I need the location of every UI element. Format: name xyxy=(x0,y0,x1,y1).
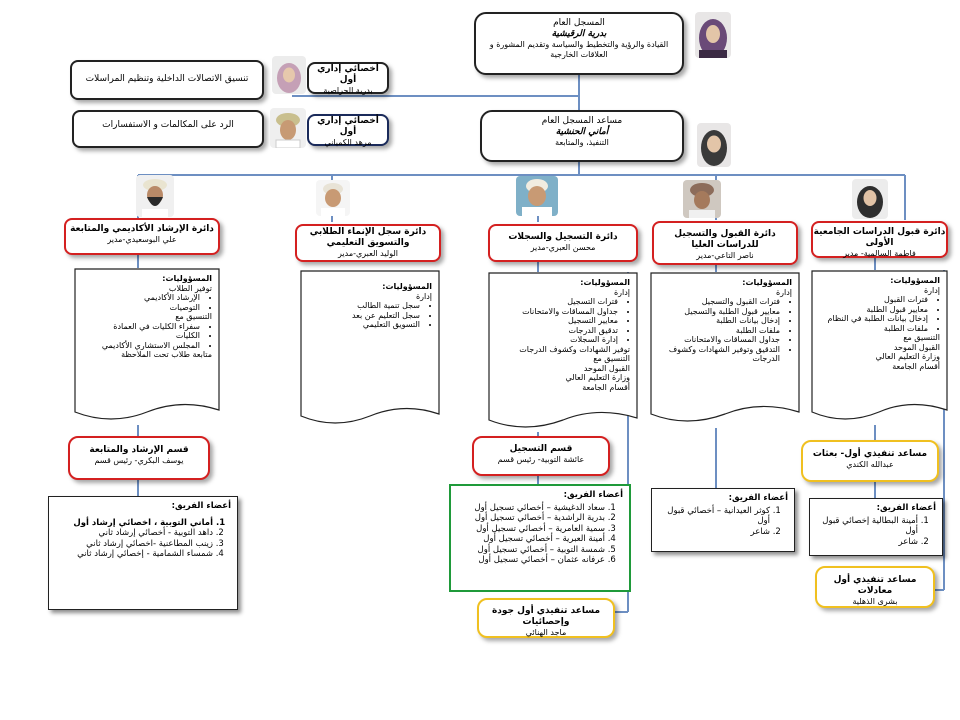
equivalency-assistant-name: بشرى الذهلية xyxy=(852,597,898,606)
dept5-resp-sub: توفير الطلاب xyxy=(168,283,212,293)
assistant-registrar-photo xyxy=(697,123,731,167)
list-item: • فترات التسجيل xyxy=(494,297,618,307)
dept5-manager-photo xyxy=(136,175,174,217)
list-item: • المجلس الاستشاري الأكاديمي xyxy=(80,341,200,351)
staff2-title: أخصائي إداري أول xyxy=(317,116,379,137)
dept5-manager: علي البوسعيدي-مدير xyxy=(107,235,177,244)
scholarship-assistant-box xyxy=(801,440,939,482)
list-item: وزارة التعليم العالي xyxy=(565,373,630,382)
staff2-name: مرهد الكمياني xyxy=(324,138,372,147)
list-item: 1. سعاد الدغيشية – أخصائي تسجيل أول xyxy=(457,503,605,514)
list-item: • التسويق التعليمي xyxy=(306,320,420,330)
dept2-box xyxy=(652,221,798,265)
dept1-resp-sub: إدارة xyxy=(923,285,940,295)
dept2-manager: ناصر التاعي-مدير xyxy=(696,251,754,260)
list-item: • الإرشاد الأكاديمي xyxy=(80,293,200,303)
dept4-box xyxy=(295,224,441,262)
dept5-resp-head: المسؤوليات: xyxy=(162,274,212,283)
dept1-title: دائرة قبول الدراسات الجامعية الأولى xyxy=(813,227,946,248)
staff2-photo xyxy=(270,108,306,148)
staff2-desc-box xyxy=(72,110,264,148)
list-item: 3. سمية العامرية – أخصائي تسجيل أول xyxy=(457,524,605,535)
female-portrait-icon xyxy=(697,123,731,167)
list-item: 2. بدرية الراشدية – أخصائي تسجيل أول xyxy=(457,513,605,524)
dept4-resp-sub: إدارة xyxy=(415,291,432,301)
staff1-photo xyxy=(272,56,306,94)
dept3-manager: محسن العبري-مدير xyxy=(530,243,596,252)
dept3-manager-photo xyxy=(516,176,558,216)
male-turban-icon xyxy=(683,180,721,218)
grad-admission-team xyxy=(651,488,795,552)
staff1-box xyxy=(307,62,389,94)
staff1-desc-box xyxy=(70,60,264,100)
scholarship-assistant-name: عبدالله الكندي xyxy=(846,460,894,469)
dept2-responsibilities xyxy=(650,272,800,428)
dept1-box xyxy=(811,221,948,258)
male-kuma-icon xyxy=(516,176,558,216)
guidance-team xyxy=(48,496,238,610)
list-item: 4. شمساء الشمامية - إخصائي إرشاد ثاني xyxy=(55,549,213,560)
list-item: القبول الموحد xyxy=(893,342,940,352)
list-item: 5. شمسة التوبية – أخصائي تسجيل أول xyxy=(457,545,605,556)
list-item: أقسام الجامعة xyxy=(892,361,940,371)
registration-unit-title: قسم التسجيل xyxy=(509,444,573,454)
male-turban-icon xyxy=(270,108,306,148)
list-item: • التدقيق وتوفير الشهادات وكشوف الدرجات xyxy=(656,345,780,364)
staff1-title: أخصائي إداري أول xyxy=(317,64,379,85)
dept1-manager-photo xyxy=(852,179,888,219)
registration-team xyxy=(449,484,631,592)
general-registrar-title: المسجل العام xyxy=(553,18,605,28)
registration-team-head: أعضاء الفريق: xyxy=(563,490,623,500)
dept5-responsibilities xyxy=(74,268,220,426)
list-item: • ملفات الطلبة xyxy=(656,326,780,336)
list-item: 1. كوثر العيدانية – أخصائي قبول أول xyxy=(658,506,770,527)
list-item: • معايير التسجيل xyxy=(494,316,618,326)
equivalency-assistant-box xyxy=(815,566,935,608)
list-item: 2. شاعر xyxy=(658,527,770,538)
quality-assistant-box xyxy=(477,598,615,638)
list-item: • فترات القبول والتسجيل xyxy=(656,297,780,307)
female-portrait-icon xyxy=(272,56,306,94)
dept5-coord-head: التنسيق مع xyxy=(175,312,212,321)
list-item: 2. داهد التوبية - أخصائي إرشاد ثاني xyxy=(55,528,213,539)
registration-unit-head: عائشة التوبية- رئيس قسم xyxy=(497,455,585,464)
guidance-unit-title: قسم الإرشاد والمتابعة xyxy=(89,445,189,455)
ug-team-head: أعضاء الفريق: xyxy=(876,503,936,513)
grad-team-head: أعضاء الفريق: xyxy=(728,493,788,503)
staff1-desc: تنسيق الاتصالات الداخلية وتنظيم المراسلات xyxy=(85,74,249,84)
male-kuma-icon xyxy=(316,180,350,216)
dept2-manager-photo xyxy=(683,180,721,218)
ug-admission-team xyxy=(809,498,943,556)
registration-unit-box xyxy=(472,436,610,476)
dept4-manager: الوليد العبري-مدير xyxy=(337,249,398,258)
dept4-responsibilities xyxy=(300,270,440,430)
dept1-manager: فاطمة السالمية- مدير xyxy=(843,249,916,258)
equivalency-assistant-title: مساعد تنفيذي أول معادلات xyxy=(833,575,917,596)
dept3-extra: توفير الشهادات وكشوف الدرجات xyxy=(519,344,630,354)
dept5-extra: متابعة طلاب تحت الملاحظة xyxy=(121,350,212,359)
list-item: • معايير قبول الطلبة والتسجيل xyxy=(656,307,780,317)
list-item: 3. زينب المطاعنية -اخصائي إرشاد ثاني xyxy=(55,539,213,550)
list-item: القبول الموحد xyxy=(583,363,630,373)
assistant-registrar-name: أماني الحنشية xyxy=(555,127,609,137)
list-item: وزارة التعليم العالي xyxy=(875,352,940,361)
list-item: • معايير قبول الطلبة xyxy=(817,305,928,315)
dept1-coord-head: التنسيق مع xyxy=(903,333,940,342)
dept4-resp-head: المسؤوليات: xyxy=(382,282,432,291)
list-item: • إدخال بيانات الطلبة xyxy=(656,316,780,326)
scholarship-assistant-title: مساعد تنفيذي أول- بعثات xyxy=(812,449,928,459)
dept3-coord-head: التنسيق مع xyxy=(593,354,630,363)
list-item: 1. أمينة البطالية إخصائي قبول أول xyxy=(816,516,918,537)
list-item: • فترات القبول xyxy=(817,295,928,305)
dept5-box xyxy=(64,218,220,255)
general-registrar-desc: القيادة والرؤية والتخطيط والسياسة وتقديم المشورة و العلاقات الخارجية xyxy=(489,40,669,59)
list-item: • سجل تنمية الطالب xyxy=(306,301,420,311)
male-turban-icon xyxy=(136,175,174,217)
list-item: • التوصيات xyxy=(80,303,200,313)
dept4-manager-photo xyxy=(316,180,350,216)
dept2-title: دائرة القبول والتسجيل للدراسات العليا xyxy=(674,229,776,250)
list-item: • إدخال بيانات الطلبة في النظام xyxy=(817,314,928,324)
female-portrait-icon xyxy=(695,12,731,58)
dept2-resp-sub: إدارة xyxy=(775,287,792,297)
staff2-box xyxy=(307,114,389,146)
dept2-resp-head: المسؤوليات: xyxy=(742,278,792,287)
dept1-responsibilities xyxy=(811,270,948,426)
staff2-desc: الرد على المكالمات و الاستفسارات xyxy=(102,120,234,130)
list-item: • تدقيق الدرجات xyxy=(494,326,618,336)
list-item: • سجل التعليم عن بعد xyxy=(306,311,420,321)
dept3-title: دائرة التسجيل والسجلات xyxy=(508,232,618,242)
assistant-registrar-title: مساعد المسجل العام xyxy=(541,116,623,126)
general-registrar-photo xyxy=(695,12,731,58)
dept3-responsibilities xyxy=(488,272,638,434)
list-item: 2. شاعر xyxy=(816,537,918,548)
dept3-resp-head: المسؤوليات: xyxy=(580,278,630,287)
guidance-team-head: أعضاء الفريق: xyxy=(171,501,231,511)
assistant-registrar-desc: التنفيذ، والمتابعة xyxy=(555,138,609,147)
list-item: 4. أمينة العبرية – أخصائي تسجيل أول xyxy=(457,534,605,545)
list-item: أقسام الجامعة xyxy=(582,382,630,392)
dept1-resp-head: المسؤوليات: xyxy=(890,276,940,285)
list-item: • ملفات الطلبة xyxy=(817,324,928,334)
list-item: • جداول المساقات والامتحانات xyxy=(656,335,780,345)
guidance-unit-box xyxy=(68,436,210,480)
quality-assistant-name: ماجد الهنائي xyxy=(525,628,567,637)
staff1-name: بدرية الحراصية xyxy=(323,86,373,95)
general-registrar-name: بدرية الرقيشية xyxy=(551,29,607,39)
dept3-box xyxy=(488,224,638,262)
assistant-registrar-box xyxy=(480,110,684,162)
list-item: • سفراء الكليات في العمادة xyxy=(80,322,200,332)
dept5-title: دائرة الإرشاد الأكاديمي والمتابعة xyxy=(70,224,214,234)
list-item: • الكليات xyxy=(80,331,200,341)
list-item: • إدارة السجلات xyxy=(494,335,618,345)
general-registrar-box xyxy=(474,12,684,75)
list-item: • جداول المساقات والامتحانات xyxy=(494,307,618,317)
list-item: 1. أماني التوبية ، اخصائي إرشاد أول xyxy=(55,518,213,529)
dept4-title: دائرة سجل الإنماء الطلابي والتسويق التعليمي xyxy=(309,227,427,248)
dept3-resp-sub: إدارة xyxy=(613,287,630,297)
quality-assistant-title: مساعد تنفيذي أول جودة وإحصائيات xyxy=(491,606,601,627)
female-portrait-icon xyxy=(852,179,888,219)
list-item: 6. عرفانه عثمان – أخصائي تسجيل أول xyxy=(457,555,605,566)
guidance-unit-head: يوسف البكري- رئيس قسم xyxy=(94,456,184,465)
